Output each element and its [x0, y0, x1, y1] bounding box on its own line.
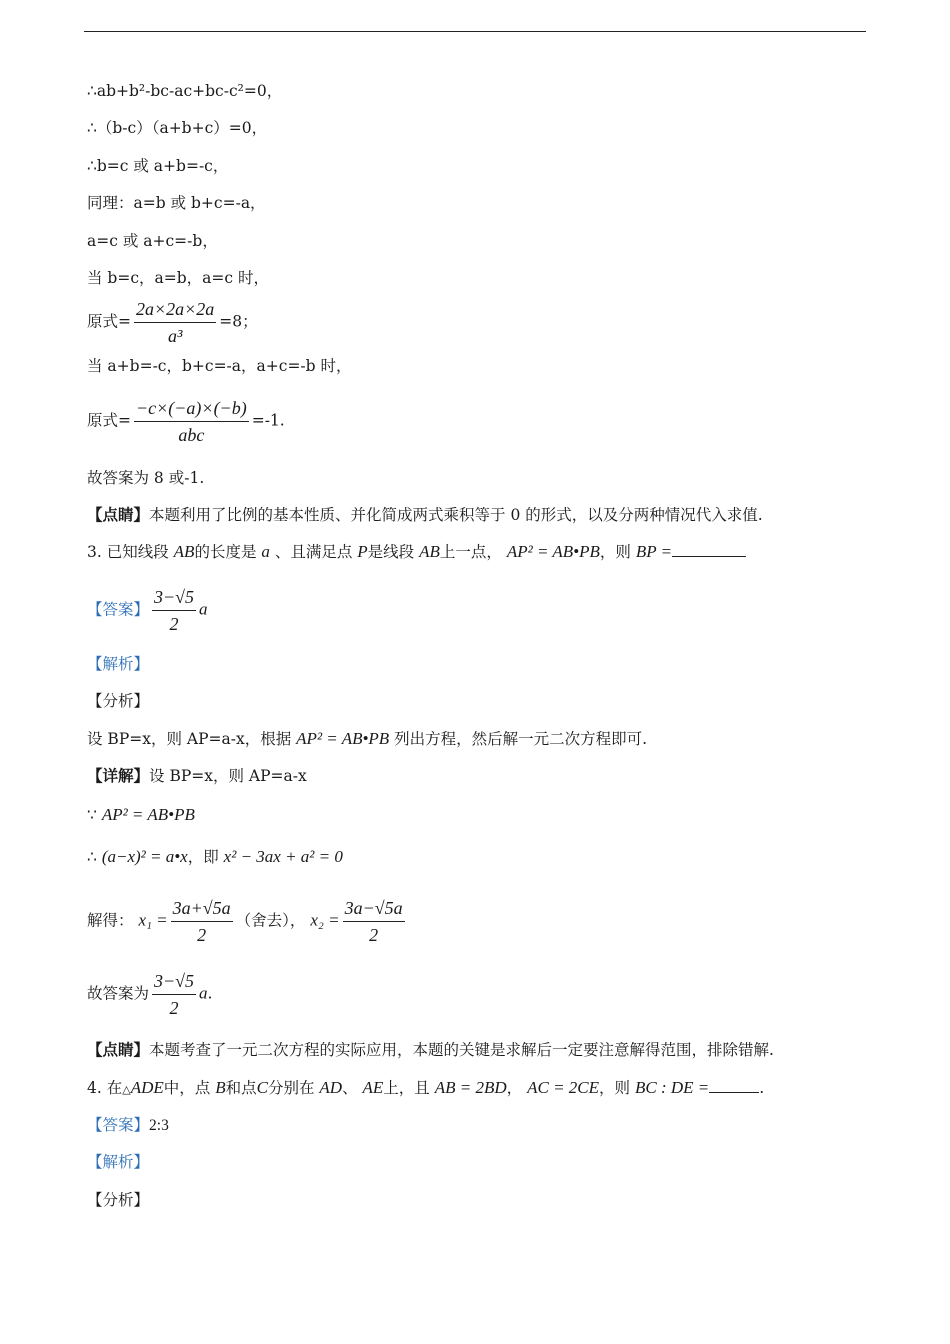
remark-text: 本题考查了一元二次方程的实际应用，本题的关键是求解后一定要注意解得范围，排除错解. — [149, 1041, 774, 1059]
header-rule — [84, 31, 866, 32]
x2-label: x₂ = — [310, 910, 340, 930]
point-c: C — [256, 1078, 268, 1097]
remark-tag: 【点睛】 — [87, 505, 150, 524]
fraction-numerator: 3a+√5a — [171, 897, 233, 922]
fraction-numerator: −c×(−a)×(−b) — [134, 397, 249, 422]
x1-label: x₁ = — [138, 910, 168, 930]
xiangjie-line — [87, 766, 307, 786]
final-answer-line — [87, 970, 212, 1019]
equation: AP² = AB•PB — [101, 805, 195, 824]
separator: 、 — [342, 1079, 358, 1097]
formula-result: =8； — [219, 312, 258, 331]
final-fraction — [152, 970, 196, 1019]
fraction-denominator: abc — [178, 425, 205, 445]
because-symbol: ∵ — [87, 806, 97, 824]
fraction-denominator: 2 — [169, 998, 179, 1018]
stem-text: 、且满足点 — [274, 543, 353, 561]
stem-text: 和点 — [225, 1079, 257, 1097]
stem-text: 上，且 — [383, 1079, 430, 1097]
triangle-ade: ADE — [130, 1078, 164, 1097]
analysis-tag: 【解析】 — [87, 1153, 150, 1171]
unknown-bp: BP = — [635, 542, 673, 561]
fraction-numerator: 3−√5 — [152, 586, 196, 611]
question-4-stem — [87, 1078, 764, 1100]
variable-a: a — [199, 599, 208, 619]
answer-blank — [672, 542, 746, 557]
because-line — [87, 805, 195, 825]
remark-tag: 【点睛】 — [87, 1040, 150, 1059]
therefore-line — [87, 847, 343, 867]
fraction — [134, 397, 249, 446]
fraction-numerator: 3a−√5a — [343, 897, 405, 922]
equation: AB = 2BD — [434, 1078, 507, 1097]
remark-text: 本题利用了比例的基本性质、并化简成两式乘积等于 0 的形式，以及分两种情况代入求值. — [149, 506, 763, 524]
answer-tag: 【答案】 — [87, 600, 150, 619]
answer-value: 2:3 — [149, 1117, 169, 1134]
solution-line-3: ∴b=c 或 a+b=-c， — [87, 157, 229, 175]
triangle-symbol: △ — [122, 1083, 131, 1096]
stem-text: 中，点 — [163, 1079, 211, 1097]
fenxi-tag: 【分析】 — [87, 692, 150, 710]
formula-label: 原式= — [87, 411, 131, 430]
formula-line-2 — [87, 397, 285, 446]
ratio-bc-de: BC : DE = — [634, 1078, 710, 1097]
stem-text: ，则 — [599, 1079, 631, 1097]
x1-note: （舍去）， — [235, 911, 306, 930]
question-3-answer — [87, 586, 208, 635]
equation: x² − 3ax + a² = 0 — [223, 847, 343, 866]
fenxi-text: 列出方程，然后解一元二次方程即可. — [394, 730, 648, 748]
variable-a: a — [199, 983, 208, 1003]
solution-line-1: ∴ab+b²-bc-ac+bc-c²=0， — [87, 82, 283, 100]
equation: AC = 2CE — [527, 1078, 600, 1097]
solution-line-4: 同理：a=b 或 b+c=-a， — [87, 194, 266, 212]
equation: AP² = AB•PB — [506, 542, 600, 561]
question-4-answer — [87, 1115, 169, 1136]
fraction-numerator: 2a×2a×2a — [134, 298, 216, 323]
stem-text: 分别在 — [267, 1079, 315, 1097]
variable-a: a — [261, 542, 270, 561]
fraction-denominator: 2 — [169, 614, 179, 634]
formula-label: 原式= — [87, 312, 131, 331]
solve-label: 解得： — [87, 911, 134, 930]
fraction-denominator: a³ — [167, 326, 183, 346]
formula-result: =-1. — [251, 411, 285, 430]
separator: ， — [506, 1079, 523, 1097]
formula-line-1 — [87, 298, 258, 347]
x2-fraction — [343, 897, 405, 946]
xiangjie-tag: 【详解】 — [87, 766, 150, 785]
answer-blank — [709, 1078, 759, 1093]
segment-ae: AE — [362, 1078, 384, 1097]
solution-line-5: a=c 或 a+c=-b， — [87, 232, 218, 250]
fraction-denominator: 2 — [197, 925, 207, 945]
fraction-denominator: 2 — [369, 925, 379, 945]
solve-line — [87, 897, 408, 946]
fenxi-line — [87, 729, 647, 749]
xiangjie-text: 设 BP=x，则 AP=a-x — [149, 767, 307, 785]
q3-remark-line — [87, 1040, 774, 1060]
equation: (a−x)² = a•x — [101, 847, 188, 866]
fenxi-tag: 【分析】 — [87, 1191, 150, 1209]
solution-line-6: 当 b=c，a=b，a=c 时， — [87, 269, 270, 287]
answer-tag: 【答案】 — [87, 1116, 150, 1134]
segment-ab: AB — [173, 542, 195, 561]
point-p: P — [357, 542, 368, 561]
connector-text: ，即 — [187, 848, 219, 866]
segment-ab: AB — [419, 542, 440, 561]
analysis-tag: 【解析】 — [87, 655, 150, 673]
answer-fraction — [152, 586, 196, 635]
solution-line-2: ∴（b-c）（a+b+c）=0， — [87, 119, 268, 137]
answer-line: 故答案为 8 或-1. — [87, 469, 205, 487]
x1-fraction — [171, 897, 233, 946]
stem-text: 4. 在 — [87, 1079, 123, 1097]
fraction — [134, 298, 216, 347]
segment-ad: AD — [319, 1078, 343, 1097]
remark-line — [87, 505, 763, 525]
question-3-stem — [87, 542, 746, 562]
stem-text: 是线段 — [367, 543, 415, 561]
point-b: B — [215, 1078, 226, 1097]
equation: AP² = AB•PB — [296, 729, 390, 748]
solution-line-8: 当 a+b=-c，b+c=-a，a+c=-b 时， — [87, 357, 352, 375]
stem-text: 的长度是 — [194, 543, 257, 561]
fenxi-text: 设 BP=x，则 AP=a-x，根据 — [87, 730, 292, 748]
period: . — [207, 984, 213, 1003]
therefore-symbol: ∴ — [87, 848, 97, 866]
period: . — [759, 1079, 765, 1097]
stem-text: ，则 — [599, 543, 631, 561]
stem-text: 上一点， — [439, 543, 502, 561]
fraction-numerator: 3−√5 — [152, 970, 196, 995]
stem-text: 3. 已知线段 — [87, 543, 169, 561]
final-label: 故答案为 — [87, 984, 150, 1003]
